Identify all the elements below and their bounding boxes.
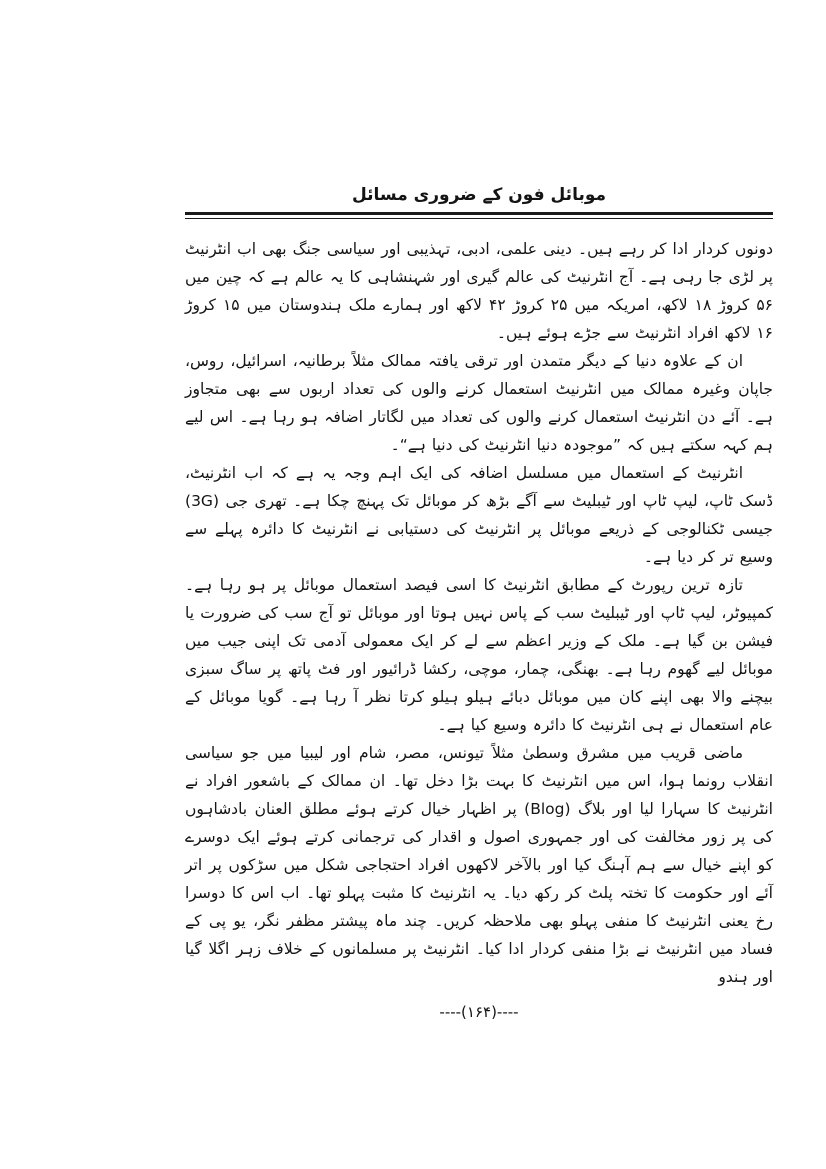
- page-number: ----(۱۶۴)----: [439, 1003, 519, 1021]
- header-divider: [185, 212, 773, 219]
- page-content: [185, 184, 773, 1021]
- running-header: [185, 184, 773, 219]
- body-text: [185, 235, 773, 991]
- paragraph-3: انٹرنیٹ کے استعمال میں مسلسل اضافہ کی ایک اہم وجہ یہ ہے کہ اب انٹرنیٹ، ڈسک ٹاپ، لیپ ٹاپ اور ٹیبلیٹ سے آگے بڑھ کر موبائل تک پہنچ چکا ہے۔ تھری جی (3G) جیسی ٹکنالوجی کے ذریعے موبائل پر انٹرنیٹ کی دستیابی نے انٹرنیٹ کا دائرہ پہلے سے وسیع تر کر دیا ہے۔: [185, 464, 773, 566]
- paragraph-5: ماضی قریب میں مشرق وسطیٰ مثلاً تیونس، مصر، شام اور لیبیا میں جو سیاسی انقلاب رونما ہوا، اس میں انٹرنیٹ کا بہت بڑا دخل تھا۔ ان ممالک کے باشعور افراد نے انٹرنیٹ کا سہارا لیا اور بلاگ (Blog) پر اظہار خیال کرتے ہوئے مطلق العنان بادشاہوں کی پر زور مخالفت کی اور جمہوری اصول و اقدار کی ترجمانی کرتے ہوئے ایک دوسرے کو اپنے خیال سے ہم آہنگ کیا اور بالآخر لاکھوں افراد احتجاجی شکل میں سڑکوں پر اتر آئے اور حکومت کا تختہ پلٹ کر رکھ دیا۔ یہ انٹرنیٹ کا مثبت پہلو تھا۔ اب اس کا دوسرا رخ یعنی انٹرنیٹ کا منفی پہلو بھی ملاحظہ کریں۔ چند ماہ پیشتر مظفر نگر، یو پی کے فساد میں انٹرنیٹ نے بڑا منفی کردار ادا کیا۔ انٹرنیٹ پر مسلمانوں کے خلاف زہر اگلا گیا اور ہندو: [185, 744, 773, 986]
- page-title: موبائل فون کے ضروری مسائل: [351, 185, 607, 205]
- paragraph-1: دونوں کردار ادا کر رہے ہیں۔ دینی علمی، ادبی، تہذیبی اور سیاسی جنگ بھی اب انٹرنیٹ پر لڑی جا رہی ہے۔ آج انٹرنیٹ کی عالم گیری اور شہنشاہی کا یہ عالم ہے کہ چین میں ۵۶ کروڑ ۱۸ لاکھ، امریکہ میں ۲۵ کروڑ ۴۲ لاکھ اور ہمارے ملک ہندوستان میں ۱۵ کروڑ ۱۶ لاکھ افراد انٹرنیٹ سے جڑے ہوئے ہیں۔: [185, 240, 773, 342]
- paragraph-4: تازہ ترین رپورٹ کے مطابق انٹرنیٹ کا اسی فیصد استعمال موبائل پر ہو رہا ہے۔ کمپیوٹر، لیپ ٹاپ اور ٹیبلیٹ سب کے پاس نہیں ہوتا اور موبائل تو آج سب کی ضرورت یا فیشن بن گیا ہے۔ ملک کے وزیر اعظم سے لے کر ایک معمولی آدمی تک اپنی جیب میں موبائل لیے گھوم رہا ہے۔ بھنگی، چمار، موچی، رکشا ڈرائیور اور فٹ پاتھ پر ساگ سبزی بیچنے والا بھی اپنے کان میں موبائل دبائے ہیلو ہیلو کرتا نظر آ رہا ہے۔ گویا موبائل کے عام استعمال نے ہی انٹرنیٹ کا دائرہ وسیع کیا ہے۔: [185, 576, 773, 734]
- paragraph-2: ان کے علاوہ دنیا کے دیگر متمدن اور ترقی یافتہ ممالک مثلاً برطانیہ، اسرائیل، روس، جاپان وغیرہ ممالک میں انٹرنیٹ استعمال کرنے والوں کی تعداد اربوں سے بھی متجاوز ہے۔ آئے دن انٹرنیٹ استعمال کرنے والوں کی تعداد میں لگاتار اضافہ ہو رہا ہے۔ اس لیے ہم کہہ سکتے ہیں کہ ”موجودہ دنیا انٹرنیٹ کی دنیا ہے“۔: [185, 352, 773, 454]
